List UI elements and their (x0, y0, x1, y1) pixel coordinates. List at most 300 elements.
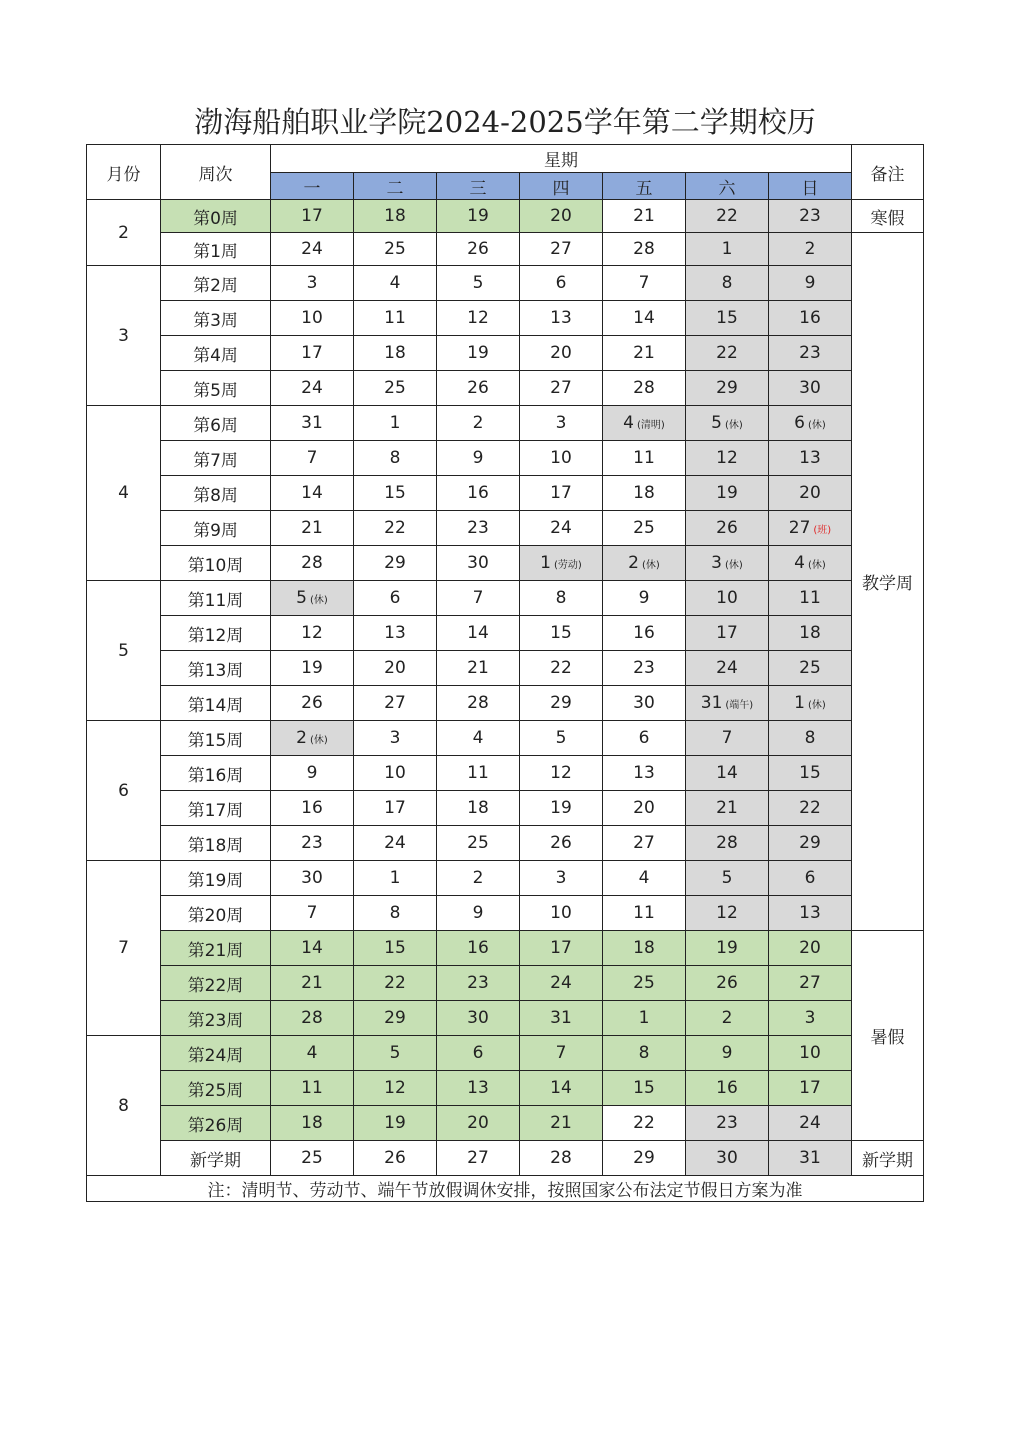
day-cell (271, 721, 354, 756)
day-number: 17 (716, 623, 738, 643)
day-cell (271, 200, 354, 233)
day-cell (437, 651, 520, 686)
week-label: 第5周 (161, 371, 271, 406)
day-number: 8 (638, 1043, 650, 1063)
day-cell (271, 511, 354, 546)
day-cell (354, 931, 437, 966)
day-cell (437, 1071, 520, 1106)
day-cell (769, 826, 852, 861)
day-cell (686, 1106, 769, 1141)
day-number: 18 (633, 938, 655, 958)
week-row (87, 200, 924, 233)
day-cell (520, 686, 603, 721)
day-number: 27 (550, 239, 572, 259)
day-cell (603, 826, 686, 861)
week-row (87, 266, 924, 301)
weekday-header: 二 (354, 173, 437, 200)
day-number: 27 (384, 693, 406, 713)
day-cell (354, 651, 437, 686)
day-number: 31 (301, 413, 323, 433)
day-number: 24 (799, 1113, 821, 1133)
day-cell (520, 1141, 603, 1176)
day-cell (354, 200, 437, 233)
day-tag: (端午) (725, 700, 754, 711)
day-number: 31 (550, 1008, 572, 1028)
day-cell (437, 616, 520, 651)
day-cell (354, 233, 437, 266)
day-number: 10 (550, 903, 572, 923)
day-number: 8 (555, 588, 567, 608)
day-number: 26 (301, 693, 323, 713)
day-tag: (休) (310, 595, 328, 606)
weekday-header: 三 (437, 173, 520, 200)
day-cell (686, 511, 769, 546)
day-cell (603, 546, 686, 581)
day-cell (603, 301, 686, 336)
day-cell (271, 861, 354, 896)
week-row (87, 826, 924, 861)
week-label: 第4周 (161, 336, 271, 371)
day-cell (520, 406, 603, 441)
day-cell (769, 406, 852, 441)
day-number: 23 (799, 343, 821, 363)
day-number: 3 (804, 1008, 816, 1028)
week-row (87, 966, 924, 1001)
day-number: 28 (633, 378, 655, 398)
day-cell (520, 266, 603, 301)
week-row (87, 511, 924, 546)
day-cell (769, 756, 852, 791)
day-cell (686, 826, 769, 861)
day-number: 31 (799, 1148, 821, 1168)
day-number: 27 (788, 518, 811, 538)
day-number: 30 (467, 1008, 489, 1028)
day-number: 11 (301, 1078, 323, 1098)
day-number: 22 (384, 973, 406, 993)
day-cell (769, 616, 852, 651)
day-number: 16 (301, 798, 323, 818)
day-number: 6 (472, 1043, 484, 1063)
day-cell (437, 336, 520, 371)
day-number: 13 (799, 903, 821, 923)
day-cell (354, 336, 437, 371)
week-label: 第25周 (161, 1071, 271, 1106)
week-label: 第1周 (161, 233, 271, 266)
day-cell (769, 1106, 852, 1141)
day-cell (271, 686, 354, 721)
day-number: 20 (633, 798, 655, 818)
week-label: 第12周 (161, 616, 271, 651)
day-number: 13 (633, 763, 655, 783)
day-number: 30 (716, 1148, 738, 1168)
day-number: 30 (467, 553, 489, 573)
day-number: 27 (467, 1148, 489, 1168)
day-cell (603, 1106, 686, 1141)
day-cell (354, 266, 437, 301)
day-number: 27 (799, 973, 821, 993)
day-number: 14 (716, 763, 738, 783)
day-cell (271, 791, 354, 826)
day-cell (603, 511, 686, 546)
day-cell (437, 756, 520, 791)
day-cell (271, 1141, 354, 1176)
remark-cell: 教学周 (852, 233, 924, 931)
day-cell (686, 581, 769, 616)
week-label: 第17周 (161, 791, 271, 826)
day-number: 14 (550, 1078, 572, 1098)
day-number: 5 (555, 728, 567, 748)
day-number: 11 (467, 763, 489, 783)
week-row (87, 756, 924, 791)
day-number: 6 (555, 273, 567, 293)
day-cell (437, 266, 520, 301)
day-number: 28 (716, 833, 738, 853)
day-tag: (清明) (637, 420, 665, 431)
day-cell (686, 406, 769, 441)
day-number: 28 (550, 1148, 572, 1168)
day-cell (520, 791, 603, 826)
day-number: 16 (467, 938, 489, 958)
day-cell (603, 616, 686, 651)
day-number: 13 (799, 448, 821, 468)
day-cell (520, 336, 603, 371)
day-number: 4 (794, 553, 805, 573)
day-number: 19 (467, 206, 489, 226)
month-cell: 5 (87, 581, 161, 721)
month-header: 月份 (87, 145, 161, 200)
day-number: 18 (467, 798, 489, 818)
day-cell (354, 896, 437, 931)
day-number: 21 (716, 798, 738, 818)
day-number: 25 (467, 833, 489, 853)
day-number: 20 (550, 206, 572, 226)
day-cell (271, 406, 354, 441)
week-label: 第13周 (161, 651, 271, 686)
day-cell (603, 686, 686, 721)
day-number: 4 (472, 728, 484, 748)
day-cell (437, 1141, 520, 1176)
week-label: 第11周 (161, 581, 271, 616)
day-number: 25 (633, 518, 655, 538)
day-number: 6 (804, 868, 816, 888)
day-cell (686, 233, 769, 266)
day-number: 8 (804, 728, 816, 748)
day-number: 7 (721, 728, 733, 748)
week-row (87, 896, 924, 931)
day-cell (769, 1141, 852, 1176)
day-number: 22 (716, 206, 738, 226)
day-number: 15 (799, 763, 821, 783)
day-number: 27 (550, 378, 572, 398)
day-cell (520, 1036, 603, 1071)
day-cell (520, 1001, 603, 1036)
day-tag: (休) (808, 560, 826, 571)
day-cell (520, 756, 603, 791)
week-row (87, 406, 924, 441)
week-row (87, 233, 924, 266)
remark-header: 备注 (852, 145, 924, 200)
day-number: 24 (550, 518, 572, 538)
week-row (87, 371, 924, 406)
day-number: 3 (711, 553, 722, 573)
day-number: 2 (804, 239, 816, 259)
day-number: 5 (472, 273, 484, 293)
day-cell (354, 1036, 437, 1071)
day-number: 1 (794, 693, 805, 713)
day-cell (603, 371, 686, 406)
day-cell (271, 1036, 354, 1071)
day-cell (686, 266, 769, 301)
day-number: 10 (716, 588, 738, 608)
day-cell (271, 1071, 354, 1106)
day-cell (769, 721, 852, 756)
day-cell (437, 686, 520, 721)
day-number: 23 (633, 658, 655, 678)
month-cell: 2 (87, 200, 161, 266)
day-number: 16 (799, 308, 821, 328)
day-number: 6 (389, 588, 401, 608)
day-number: 2 (472, 413, 484, 433)
week-row (87, 791, 924, 826)
day-number: 26 (716, 518, 738, 538)
day-cell (769, 476, 852, 511)
week-row (87, 686, 924, 721)
day-number: 28 (301, 1008, 323, 1028)
day-number: 11 (633, 903, 655, 923)
week-row (87, 721, 924, 756)
day-number: 28 (301, 553, 323, 573)
day-number: 14 (301, 938, 323, 958)
day-number: 30 (633, 693, 655, 713)
day-cell (437, 791, 520, 826)
day-number: 10 (301, 308, 323, 328)
week-label: 第23周 (161, 1001, 271, 1036)
day-number: 9 (306, 763, 318, 783)
week-label: 第3周 (161, 301, 271, 336)
day-number: 21 (301, 518, 323, 538)
day-number: 29 (384, 553, 406, 573)
day-number: 23 (799, 206, 821, 226)
day-cell (271, 546, 354, 581)
day-number: 22 (384, 518, 406, 538)
day-number: 24 (301, 378, 323, 398)
day-number: 19 (716, 483, 738, 503)
day-number: 17 (799, 1078, 821, 1098)
day-number: 9 (472, 448, 484, 468)
day-number: 11 (384, 308, 406, 328)
day-number: 7 (306, 903, 318, 923)
day-number: 12 (301, 623, 323, 643)
day-cell (354, 791, 437, 826)
day-cell (354, 966, 437, 1001)
remark-cell: 新学期 (852, 1141, 924, 1176)
day-number: 19 (716, 938, 738, 958)
day-number: 30 (301, 868, 323, 888)
day-number: 22 (550, 658, 572, 678)
day-cell (520, 546, 603, 581)
week-row (87, 546, 924, 581)
day-number: 14 (633, 308, 655, 328)
day-cell (769, 651, 852, 686)
day-number: 30 (799, 378, 821, 398)
week-label: 第14周 (161, 686, 271, 721)
day-cell (603, 651, 686, 686)
day-cell (354, 1071, 437, 1106)
day-cell (686, 546, 769, 581)
day-number: 17 (301, 343, 323, 363)
day-cell (437, 441, 520, 476)
day-number: 6 (638, 728, 650, 748)
month-cell: 3 (87, 266, 161, 406)
day-number: 20 (384, 658, 406, 678)
day-number: 11 (799, 588, 821, 608)
day-cell (686, 651, 769, 686)
day-number: 2 (296, 728, 307, 748)
day-cell (603, 581, 686, 616)
day-number: 15 (633, 1078, 655, 1098)
day-cell (437, 826, 520, 861)
day-number: 2 (628, 553, 639, 573)
day-cell (520, 476, 603, 511)
day-cell (354, 476, 437, 511)
week-label: 第2周 (161, 266, 271, 301)
day-number: 1 (638, 1008, 650, 1028)
day-cell (437, 476, 520, 511)
day-number: 12 (716, 448, 738, 468)
day-cell (686, 896, 769, 931)
day-cell (686, 861, 769, 896)
day-number: 11 (633, 448, 655, 468)
day-cell (354, 1141, 437, 1176)
day-cell (437, 233, 520, 266)
week-label: 第26周 (161, 1106, 271, 1141)
week-label: 第15周 (161, 721, 271, 756)
month-cell: 6 (87, 721, 161, 861)
day-number: 21 (633, 206, 655, 226)
page-title: 渤海船舶职业学院2024-2025学年第二学期校历 (194, 105, 816, 139)
day-cell (769, 1001, 852, 1036)
day-cell (769, 966, 852, 1001)
week-row (87, 336, 924, 371)
day-number: 12 (467, 308, 489, 328)
day-cell (271, 266, 354, 301)
day-number: 31 (700, 693, 723, 713)
day-number: 24 (301, 239, 323, 259)
day-number: 2 (472, 868, 484, 888)
day-cell (520, 931, 603, 966)
day-cell (769, 896, 852, 931)
day-cell (686, 721, 769, 756)
day-tag: (休) (808, 700, 826, 711)
day-cell (686, 966, 769, 1001)
day-cell (769, 791, 852, 826)
day-cell (769, 441, 852, 476)
day-cell (437, 1106, 520, 1141)
day-number: 21 (467, 658, 489, 678)
day-number: 29 (550, 693, 572, 713)
day-number: 18 (384, 343, 406, 363)
day-cell (520, 826, 603, 861)
day-number: 29 (799, 833, 821, 853)
week-row (87, 581, 924, 616)
day-number: 3 (306, 273, 318, 293)
day-cell (354, 1001, 437, 1036)
week-row (87, 301, 924, 336)
weekday-header: 四 (520, 173, 603, 200)
day-tag: (休) (310, 735, 328, 746)
day-number: 10 (384, 763, 406, 783)
day-cell (603, 233, 686, 266)
day-number: 10 (550, 448, 572, 468)
week-label: 新学期 (161, 1141, 271, 1176)
day-cell (354, 546, 437, 581)
day-cell (686, 200, 769, 233)
weekday-group-header: 星期 (271, 145, 852, 173)
day-cell (603, 966, 686, 1001)
weekday-header: 六 (686, 173, 769, 200)
day-number: 21 (633, 343, 655, 363)
day-cell (271, 441, 354, 476)
day-number: 24 (716, 658, 738, 678)
day-cell (354, 441, 437, 476)
day-number: 17 (550, 483, 572, 503)
day-cell (437, 406, 520, 441)
day-cell (603, 336, 686, 371)
day-number: 4 (389, 273, 401, 293)
day-cell (271, 616, 354, 651)
day-number: 13 (467, 1078, 489, 1098)
day-cell (271, 1001, 354, 1036)
day-tag: (劳动) (554, 560, 582, 571)
week-label: 第18周 (161, 826, 271, 861)
day-cell (437, 721, 520, 756)
week-row (87, 1001, 924, 1036)
day-cell (603, 791, 686, 826)
day-number: 22 (633, 1113, 655, 1133)
week-label: 第16周 (161, 756, 271, 791)
day-number: 25 (384, 378, 406, 398)
day-cell (769, 266, 852, 301)
footnote: 注：清明节、劳动节、端午节放假调休安排，按照国家公布法定节假日方案为准 (87, 1176, 924, 1202)
day-cell (437, 371, 520, 406)
day-number: 2 (721, 1008, 733, 1028)
day-number: 16 (716, 1078, 738, 1098)
day-cell (354, 406, 437, 441)
day-cell (769, 581, 852, 616)
day-cell (603, 896, 686, 931)
day-cell (271, 896, 354, 931)
day-cell (437, 511, 520, 546)
day-cell (603, 1036, 686, 1071)
day-cell (354, 756, 437, 791)
day-cell (686, 1141, 769, 1176)
day-cell (686, 616, 769, 651)
day-cell (271, 826, 354, 861)
day-cell (603, 861, 686, 896)
day-number: 12 (550, 763, 572, 783)
day-cell (686, 931, 769, 966)
day-cell (520, 441, 603, 476)
day-number: 1 (721, 239, 733, 259)
week-label: 第9周 (161, 511, 271, 546)
week-row (87, 616, 924, 651)
day-cell (686, 1036, 769, 1071)
day-number: 28 (467, 693, 489, 713)
day-cell (769, 200, 852, 233)
day-cell (354, 301, 437, 336)
day-cell (437, 301, 520, 336)
day-cell (271, 1106, 354, 1141)
